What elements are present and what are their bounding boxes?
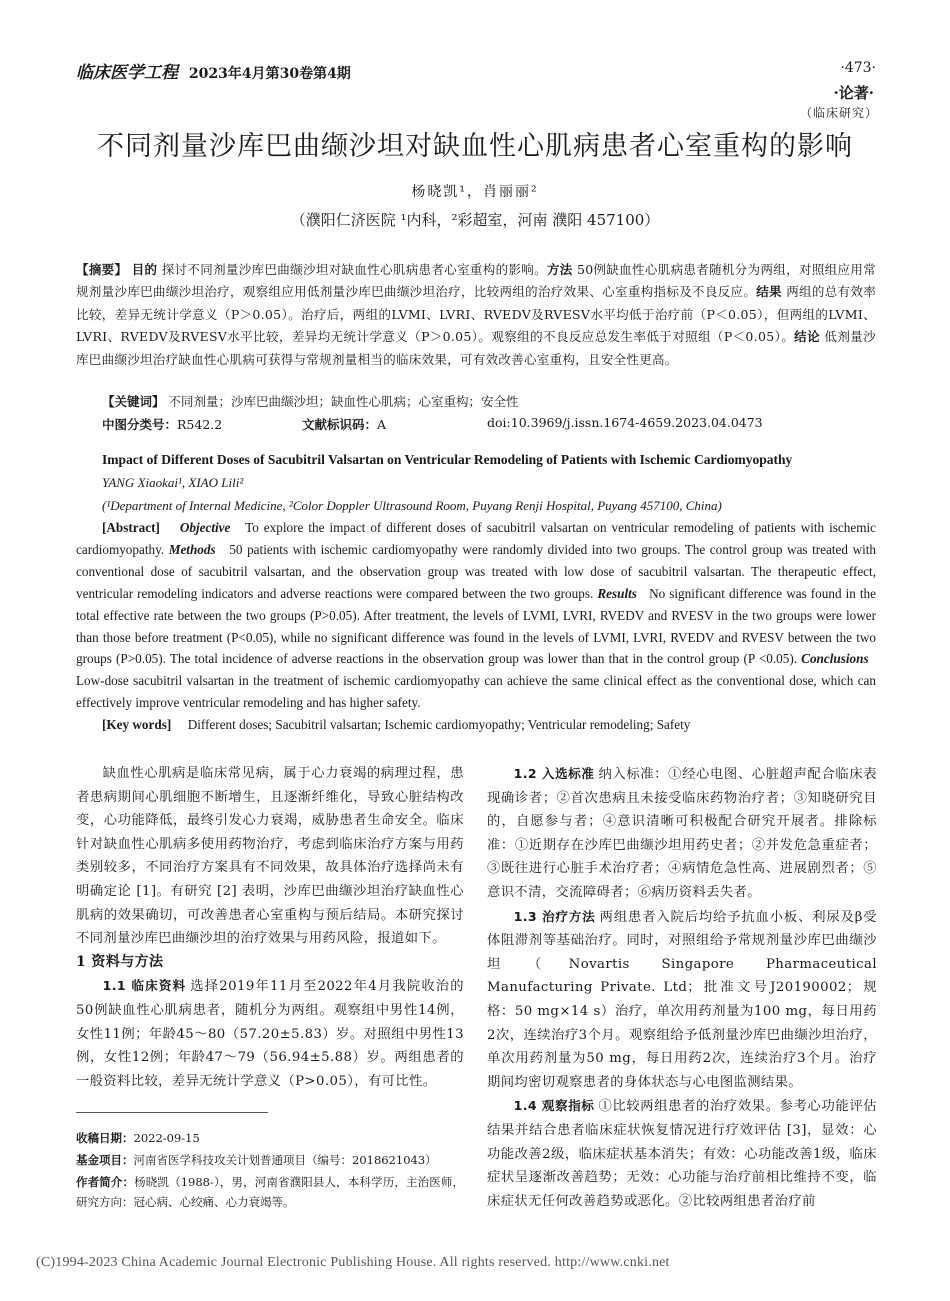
section-1-1-text: 选择2019年11月至2022年4月我院收治的50例缺血性心肌病患者，随机分为两组。观察组中男性14例，女性11例；年龄45～80（57.20±5.83）岁。对照组中男性13例，女性12例；年龄47～79（56.94±5.88）岁。两组患者的一般资料比较，差异无统计学意义（P>0.05），有可比性。 <box>76 979 464 1089</box>
english-abstract <box>76 517 876 714</box>
footnote-divider <box>76 1112 268 1113</box>
section-1-4-text: ①比较两组患者的治疗效果。参考心功能评估结果并结合患者临床症状恢复情况进行疗效评估 [3]，显效：心功能改善2级，临床症状基本消失；有效：心功能改善1级，临床症状呈逐渐改善趋势；无效：心功能与治疗前相比维持不变，临床症状无任何改善趋势或恶化。②比较两组患者治疗前 <box>487 1099 878 1209</box>
en-methods-text: 50 patients with ischemic cardiomyopathy were randomly divided into two groups. The control group was treated with conventional dose of sacubitril valsartan, and the observation group was treated with low dose of sacubitril valsartan. The therapeutic effect, ventricular remodeling indicators and adverse reactions were compared between the two groups. <box>76 541 877 601</box>
doc-code-value: A <box>377 417 387 432</box>
section-1-2 <box>487 762 877 905</box>
english-authors: YANG Xiaokai¹, XIAO Lili² <box>102 475 244 490</box>
keywords-cn <box>102 392 878 412</box>
en-results-text: No significant difference was found in the total effective rate between the two groups (P>0.05). After treatment, the levels of LVMI, LVRI, RVEDV and RVESV in the two groups were lower than those before treatment (P<0.05), while no significant difference was found in the levels of LVMI, LVRI, RVEDV and RVESV between the two groups (P>0.05). The total incidence of adverse reactions in the observation group was lower than that in the control group (P <0.05). <box>76 585 877 667</box>
section-1-3-text: 两组患者入院后均给予抗血小板、利尿及β受体阻滞剂等基础治疗。同时，对照组给予常规剂量沙库巴曲缬沙坦（Novartis Singapore Pharmaceutical Manufacturing Private. Ltd；批准文号J20190002；规格：50 mg×14 s）治疗，单次用药剂量为100 mg，每日用药2次，连续治疗3个月。观察组给予低剂量沙库巴曲缬沙坦治疗，单次用药剂量为50 mg，每日用药2次，连续治疗3个月。治疗期间均密切观察患者的身体状态与心电图监测结果。 <box>487 909 878 1090</box>
section-1-1 <box>76 974 464 1093</box>
footnote-author <box>76 1172 464 1212</box>
author-bio-label: 作者简介： <box>76 1175 135 1189</box>
english-affiliation: (¹Department of Internal Medicine, ²Color Doppler Ultrasound Room, Puyang Renji Hospital, Puyang 457100, China) <box>102 498 722 513</box>
fund-label: 基金项目： <box>76 1153 134 1167</box>
copyright-footer: (C)1994-2023 China Academic Journal Electronic Publishing House. All rights reserved. http://www.cnki.net <box>36 1255 670 1270</box>
abstract-label: 【摘要】 <box>76 262 128 277</box>
doc-code <box>302 415 386 433</box>
en-objective-label: Objective <box>179 520 231 535</box>
fund-text: 河南省医学科技攻关计划普通项目（编号：2018621043） <box>133 1153 437 1167</box>
body-left-column <box>76 762 464 1093</box>
results-text: 两组的总有效率比较，差异无统计学意义（P＞0.05）。治疗后，两组的LVMI、LVRI、RVEDV及RVESV水平均低于治疗前（P＜0.05），但两组的LVMI、LVRI、RVEDV及RVESV水平比较，差异均无统计学意义（P＞0.05）。观察组的不良反应总发生率低于对照组（P＜0.05）。 <box>76 284 876 345</box>
keywords-label: 【关键词】 <box>102 394 165 409</box>
results-label: 结果 <box>756 284 782 300</box>
objective-label: 目的 <box>131 262 158 277</box>
article-title: 不同剂量沙库巴曲缬沙坦对缺血性心肌病患者心室重构的影响 <box>97 131 853 162</box>
doi: doi:10.3969/j.issn.1674-4659.2023.04.0473 <box>487 415 763 430</box>
en-objective-text: To explore the impact of different doses of sacubitril valsartan on ventricular remodeling of patients with ischemic cardiomyopathy. <box>76 520 876 557</box>
footnote-received <box>76 1128 464 1148</box>
article-authors: 杨晓凯¹，肖丽丽² <box>411 184 539 200</box>
objective-text: 探讨不同剂量沙库巴曲缬沙坦对缺血性心肌病患者心室重构的影响。 <box>161 262 547 277</box>
english-title: Impact of Different Doses of Sacubitril Valsartan on Ventricular Remodeling of Patients with Ischemic Cardiomyopathy <box>102 452 793 467</box>
en-keywords-label: [Key words] <box>102 717 172 732</box>
section-1-2-text: 纳入标准：①经心电图、心脏超声配合临床表现确诊者；②首次患病且未接受临床药物治疗者；③知晓研究目的，自愿参与者；④意识清晰可积极配合研究开展者。排除标准：①近期存在沙库巴曲缬沙坦用药史者；②并发危急重症者；③既往进行心脏手术治疗者；④病情危急性高、进展剧烈者；⑤意识不清，交流障碍者；⑥病历资料丢失者。 <box>487 767 878 900</box>
keywords-text: 不同剂量；沙库巴曲缬沙坦；缺血性心肌病；心室重构；安全性 <box>168 394 519 409</box>
clc-label: 中图分类号： <box>102 417 178 432</box>
received-date: 2022-09-15 <box>133 1131 200 1145</box>
journal-issue: 2023年4月第30卷第4期 <box>188 66 351 82</box>
intro-paragraph: 缺血性心肌病是临床常见病，属于心力衰竭的病理过程，患者患病期间心肌细胞不断增生，且逐渐纤维化，导致心脏结构改变，心功能降低，最终引发心力衰竭，威胁患者生命安全。临床针对缺血性心肌病多使用药物治疗，考虑到临床治疗方案与用药类别较多，不同治疗方案具有不同效果，故具体治疗选择尚未有明确定论 [1]。有研究 [2] 表明，沙库巴曲缬沙坦治疗缺血性心肌病的效果确切，可改善患者心室重构与预后结局。本研究探讨不同剂量沙库巴曲缬沙坦的治疗效果与用药风险，报道如下。 <box>76 766 464 947</box>
section-1-2-label: 1.2 入选标准 <box>513 766 595 781</box>
section-1-4-label: 1.4 观察指标 <box>513 1098 595 1114</box>
section-1-3-label: 1.3 治疗方法 <box>513 908 596 924</box>
section-tag: ·论著· <box>833 84 874 102</box>
author-bio-text: 杨晓凯（1988-），男，河南省濮阳县人，本科学历，主治医师，研究方向：冠心病、心绞痛、心力衰竭等。 <box>76 1175 465 1210</box>
article-affiliation: （濮阳仁济医院 ¹内科，²彩超室，河南 濮阳 457100） <box>290 211 660 229</box>
en-conclusions-label: Conclusions <box>801 651 869 667</box>
methods-label: 方法 <box>546 262 573 277</box>
journal-name: 临床医学工程 <box>76 63 178 83</box>
doc-code-label: 文献标识码： <box>302 417 378 432</box>
journal-header <box>76 58 351 83</box>
clc-value: R542.2 <box>177 417 223 432</box>
methods-text: 50例缺血性心肌病患者随机分为两组，对照组应用常规剂量沙库巴曲缬沙坦治疗，观察组应用低剂量沙库巴曲缬沙坦治疗，比较两组的治疗效果、心室重构指标及不良反应。 <box>76 262 877 300</box>
en-keywords-text: Different doses; Sacubitril valsartan; Ischemic cardiomyopathy; Ventricular remodeling; Safety <box>187 717 691 732</box>
section-1-1-label: 1.1 临床资料 <box>102 978 187 994</box>
english-keywords <box>102 717 690 733</box>
section-1-3 <box>487 905 877 1095</box>
body-right-column <box>487 762 877 1213</box>
category-tag: （临床研究） <box>799 106 878 120</box>
conclusion-text: 低剂量沙库巴曲缬沙坦治疗缺血性心肌病可获得与常规剂量相当的临床效果，可有效改善心室重构，且安全性更高。 <box>76 329 876 367</box>
clc-code <box>102 415 222 433</box>
section-1-heading: 1 资料与方法 <box>76 953 164 970</box>
page-number: ·473· <box>840 60 876 76</box>
en-abstract-label: [Abstract] <box>102 520 160 535</box>
en-conclusions-text: Low-dose sacubitril valsartan in the treatment of ischemic cardiomyopathy can achieve the same clinical effect as the conventional dose, which can effectively improve ventricular remodeling and has higher safety. <box>76 673 876 711</box>
en-methods-label: Methods <box>168 541 216 557</box>
received-label: 收稿日期： <box>76 1131 134 1145</box>
conclusion-label: 结论 <box>794 329 821 345</box>
footnote-fund <box>76 1150 464 1170</box>
section-1-4 <box>487 1094 877 1213</box>
en-results-label: Results <box>597 585 637 601</box>
abstract-cn <box>76 259 876 371</box>
